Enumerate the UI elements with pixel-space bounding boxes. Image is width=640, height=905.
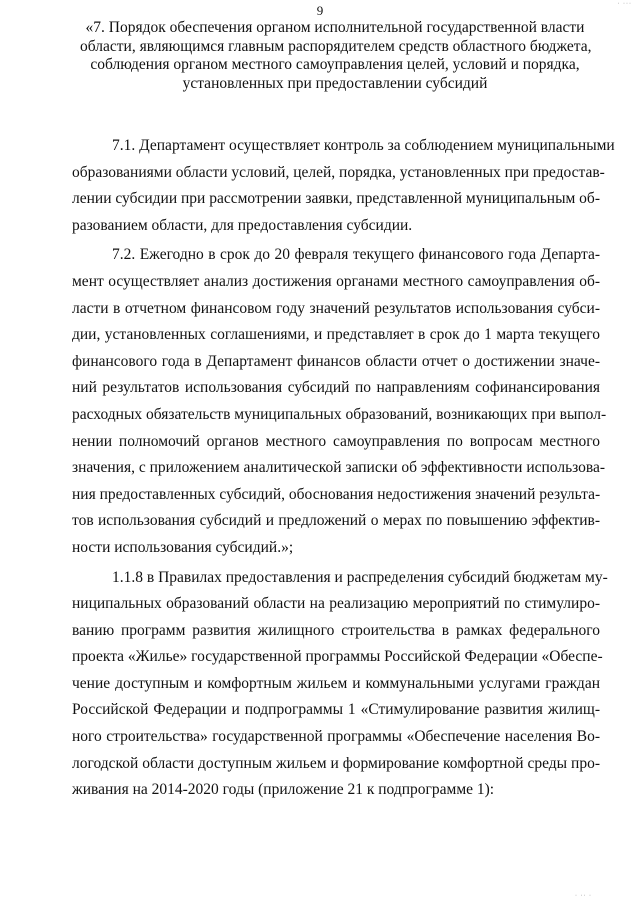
- text-line: расходных обязательств муниципальных образований, возникающих при выпол-: [72, 405, 607, 423]
- text-line: 1.1.8 в Правилах предоставления и распределения субсидий бюджетам му-: [112, 568, 608, 586]
- paragraph-7-1: [72, 133, 615, 239]
- text-line: значения, с приложением аналитической записки об эффективности использова-: [72, 459, 606, 477]
- text-line: ности использования субсидий.»;: [72, 538, 294, 556]
- text-line: образованиями области условий, целей, порядка, установленных при предостав-: [72, 163, 605, 181]
- heading-line: установленных при предоставлении субсидий: [182, 74, 488, 92]
- section-heading: [80, 19, 590, 93]
- text-line: ний результатов использования субсидий по направлениям софинансирования: [72, 379, 600, 397]
- heading-line: «7. Порядок обеспечения органом исполнительной государственной власти: [85, 19, 585, 36]
- heading-line: соблюдения органом местного самоуправления целей, условий и порядка,: [90, 56, 580, 74]
- paragraph-7-2: [72, 242, 607, 561]
- text-line: финансового года в Департамент финансов области отчет о достижении значе-: [72, 352, 600, 370]
- paragraph-1-1-8: [72, 565, 608, 804]
- text-line: ния предоставленных субсидий, обоснования недостижения значений результа-: [72, 485, 601, 503]
- text-line: 7.2. Ежегодно в срок до 20 февраля текущего финансового года Департа-: [112, 246, 600, 264]
- text-line: чение доступным и комфортным жильем и коммунальными услугами граждан: [72, 674, 600, 692]
- heading-line: области, являющимся главным распорядителем средств областного бюджета,: [80, 37, 592, 55]
- page-number: 9: [316, 3, 324, 18]
- text-line: мент осуществляет анализ достижения органами местного самоуправления об-: [72, 272, 600, 290]
- text-line: Российской Федерации и подпрограммы 1 «Стимулирование развития жилищ-: [72, 701, 600, 719]
- text-line: ного строительства» государственной программы «Обеспечение населения Во-: [72, 728, 600, 746]
- text-line: дии, установленных соглашениями, и представляет в срок до 1 марта текущего: [72, 326, 600, 344]
- text-line: ниципальных образований области на реализацию мероприятий по стимулиро-: [72, 595, 600, 613]
- document-body: [72, 133, 615, 804]
- text-line: 7.1. Департамент осуществляет контроль за соблюдением муниципальными: [112, 137, 615, 154]
- text-line: логодской области доступным жильем и формирование комфортной среды про-: [72, 754, 600, 772]
- text-line: живания на 2014-2020 годы (приложение 21 к подпрограмме 1):: [72, 781, 495, 799]
- text-line: ласти в отчетном финансовом году значений результатов использования субси-: [72, 299, 600, 317]
- text-line: проекта «Жилье» государственной программы Российской Федерации «Обеспе-: [72, 648, 603, 666]
- scan-corner-mark-top: · ···: [617, 1, 632, 7]
- text-line: нении полномочий органов местного самоуправления по вопросам местного: [72, 432, 600, 450]
- text-line: тов использования субсидий и предложений о мерах по повышению эффектив-: [72, 512, 600, 530]
- text-line: разованием области, для предоставления субсидии.: [72, 216, 413, 234]
- text-line: ванию программ развития жилищного строительства в рамках федерального: [72, 621, 600, 639]
- scan-corner-mark-bottom: · ·· ·: [575, 893, 592, 899]
- text-line: лении субсидии при рассмотрении заявки, представленной муниципальным об-: [72, 190, 600, 208]
